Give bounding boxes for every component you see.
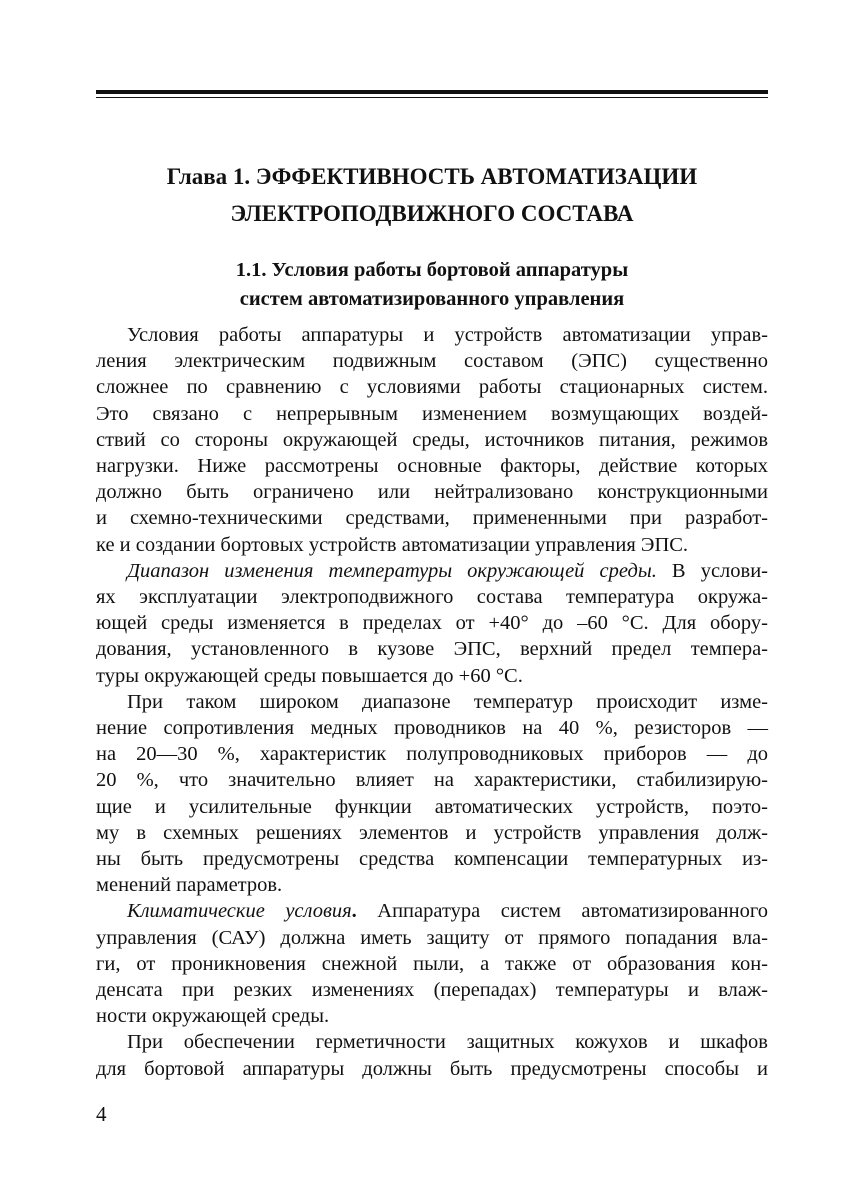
- paragraph-line: ны быть предусмотрены средства компенсации температурных из-: [96, 848, 768, 871]
- paragraph-lead-dot: .: [351, 900, 357, 923]
- paragraph-line: ях эксплуатации электроподвижного состава температура окружа-: [96, 586, 768, 609]
- paragraph-line: сложнее по сравнению с условиями работы стационарных систем.: [96, 376, 768, 399]
- paragraph-line: Это связано с непрерывным изменением возмущающих воздей-: [96, 402, 768, 425]
- paragraph-line: ке и создании бортовых устройств автоматизации управления ЭПС.: [96, 533, 689, 556]
- paragraph-line: му в схемных решениях элементов и устройств управления долж-: [96, 821, 768, 844]
- paragraph-line: [96, 898, 768, 924]
- section-title-line-1: 1.1. Условия работы бортовой аппаратуры: [235, 259, 629, 281]
- paragraph-line-rest: Аппаратура систем автоматизированного: [356, 900, 768, 923]
- paragraph-1: [96, 322, 768, 558]
- header-rule-thin: [96, 97, 768, 98]
- paragraph-line: щие и усилительные функции автоматических устройств, поэто-: [96, 795, 768, 818]
- paragraph-line: [96, 558, 768, 584]
- chapter-title-line-1: Глава 1. ЭФФЕКТИВНОСТЬ АВТОМАТИЗАЦИИ: [166, 164, 698, 189]
- paragraph-line: управления (САУ) должна иметь защиту от прямого попадания вла-: [96, 926, 768, 949]
- paragraph-line: 20 %, что значительно влияет на характеристики, стабилизирую-: [96, 769, 768, 792]
- paragraph-line: должно быть ограничено или нейтрализовано конструкционными: [96, 481, 768, 504]
- paragraph-line: ности окружающей среды.: [96, 1005, 330, 1028]
- paragraph-line: нагрузки. Ниже рассмотрены основные факторы, действие которых: [96, 455, 768, 478]
- header-rule-thick: [96, 90, 768, 94]
- paragraph-4: [96, 898, 768, 1029]
- paragraph-lead-italic: Диапазон изменения температуры окружающей среды.: [127, 559, 657, 582]
- chapter-title-line-2: ЭЛЕКТРОПОДВИЖНОГО СОСТАВА: [230, 201, 634, 226]
- body-text: [96, 322, 768, 1082]
- paragraph-line: ги, от проникновения снежной пыли, а также от образования кон-: [96, 952, 768, 975]
- section-title-line-2: систем автоматизированного управления: [239, 288, 625, 310]
- page-number: 4: [96, 1102, 107, 1126]
- paragraph-line: нение сопротивления медных проводников на 40 %, резисторов —: [96, 717, 768, 740]
- paragraph-line: ления электрическим подвижным составом (ЭПС) существенно: [96, 350, 768, 373]
- paragraph-5: [96, 1029, 768, 1081]
- paragraph-line: ющей среды изменяется в пределах от +40° до –60 °С. Для обору-: [96, 612, 768, 635]
- paragraph-line: ствий со стороны окружающей среды, источников питания, режимов: [96, 428, 768, 451]
- paragraph-line: для бортовой аппаратуры должны быть предусмотрены способы и: [96, 1057, 768, 1080]
- section-title: [96, 256, 768, 314]
- paragraph-line-rest: В услови-: [656, 559, 769, 582]
- paragraph-3: [96, 689, 768, 899]
- chapter-title: [96, 158, 768, 232]
- paragraph-lead-italic: Климатические условия: [127, 900, 352, 923]
- paragraph-line: на 20—30 %, характеристик полупроводниковых приборов — до: [96, 743, 768, 766]
- paragraph-line: При обеспечении герметичности защитных кожухов и шкафов: [127, 1031, 768, 1054]
- paragraph-line: туры окружающей среды повышается до +60 °С.: [96, 664, 523, 687]
- paragraph-line: и схемно-техническими средствами, примененными при разработ-: [96, 507, 768, 530]
- paragraph-line: менений параметров.: [96, 874, 283, 897]
- paragraph-2: [96, 558, 768, 689]
- paragraph-line: Условия работы аппаратуры и устройств автоматизации управ-: [127, 324, 768, 346]
- paragraph-line: денсата при резких изменениях (перепадах) температуры и влаж-: [96, 979, 768, 1002]
- paragraph-line: При таком широком диапазоне температур происходит изме-: [127, 690, 768, 713]
- paragraph-line: дования, установленного в кузове ЭПС, верхний предел темпера-: [96, 638, 768, 661]
